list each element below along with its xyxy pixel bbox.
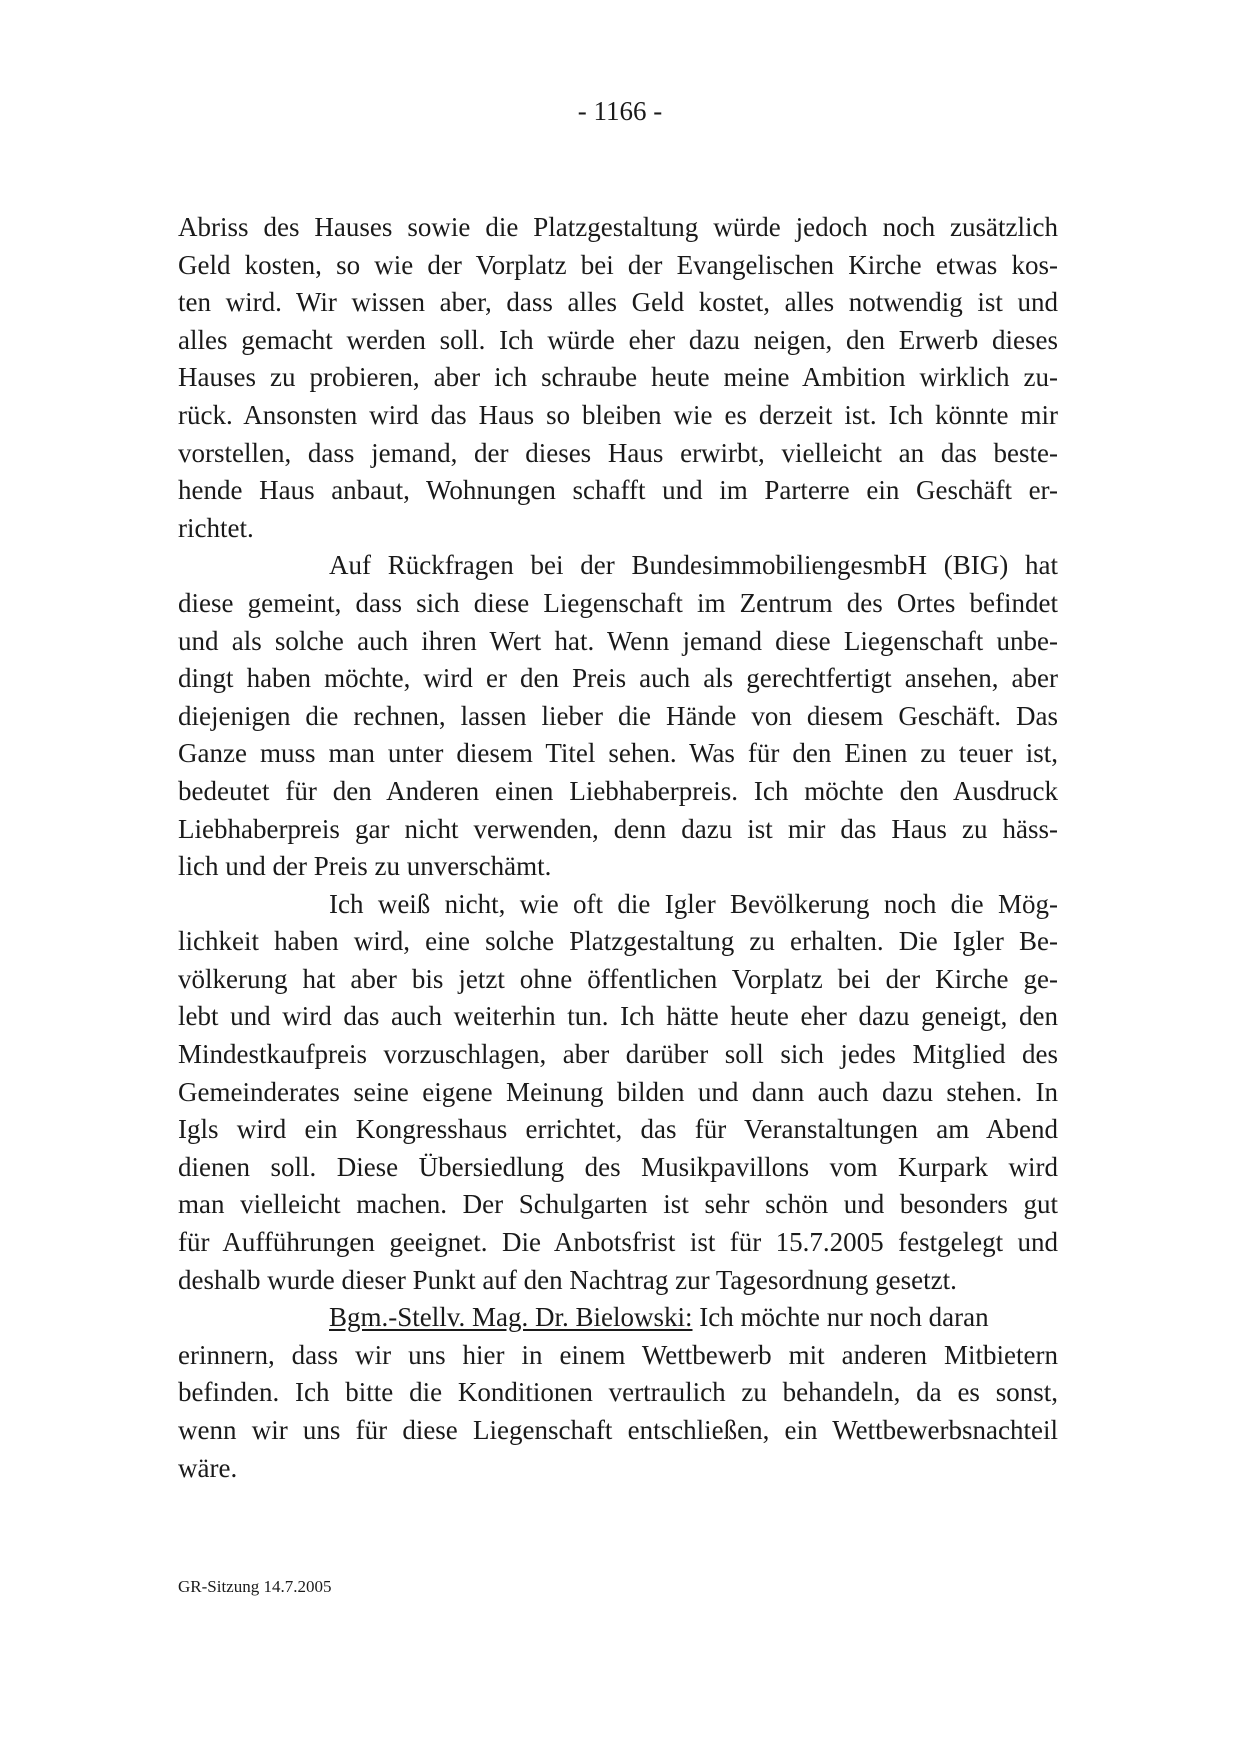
text-line: lebt und wird das auch weiterhin tun. Ich hätte heute eher dazu geneigt, den: [178, 1001, 1058, 1032]
text-line: dingt haben möchte, wird er den Preis auch als gerechtfertigt ansehen, aber: [178, 663, 1058, 694]
text-line: völkerung hat aber bis jetzt ohne öffentlichen Vorplatz bei der Kirche ge-: [178, 963, 1058, 994]
text-line: deshalb wurde dieser Punkt auf den Nachtrag zur Tagesordnung gesetzt.: [178, 1264, 957, 1295]
speaker-statement: Ich möchte nur noch daran: [699, 1302, 989, 1333]
text-line: wäre.: [178, 1452, 238, 1483]
footer-session-date: GR-Sitzung 14.7.2005: [178, 1577, 332, 1596]
text-line: ten wird. Wir wissen aber, dass alles Geld kostet, alles notwendig ist und: [178, 287, 1058, 318]
text-line: Geld kosten, so wie der Vorplatz bei der Evangelischen Kirche etwas kos-: [178, 249, 1058, 280]
text-line: Mindestkaufpreis vorzuschlagen, aber darüber soll sich jedes Mitglied des: [178, 1039, 1058, 1070]
speaker-name: Bgm.-Stellv. Mag. Dr. Bielowski:: [329, 1302, 693, 1333]
text-line: bedeutet für den Anderen einen Liebhaberpreis. Ich möchte den Ausdruck: [178, 775, 1058, 806]
text-line: wenn wir uns für diese Liegenschaft entschließen, ein Wettbewerbsnachteil: [178, 1415, 1058, 1445]
text-line: Liebhaberpreis gar nicht verwenden, denn dazu ist mir das Haus zu häss-: [178, 813, 1058, 844]
text-line: richtet.: [178, 512, 254, 543]
page-number: - 1166 -: [577, 96, 663, 126]
text-line: Ich weiß nicht, wie oft die Igler Bevölkerung noch die Mög-: [329, 888, 1058, 919]
text-line: man vielleicht machen. Der Schulgarten ist sehr schön und besonders gut: [178, 1189, 1058, 1220]
text-line: hende Haus anbaut, Wohnungen schafft und im Parterre ein Geschäft er-: [178, 475, 1058, 506]
text-line: dienen soll. Diese Übersiedlung des Musikpavillons vom Kurpark wird: [178, 1151, 1058, 1182]
text-line: Hauses zu probieren, aber ich schraube heute meine Ambition wirklich zu-: [178, 362, 1058, 393]
text-line: alles gemacht werden soll. Ich würde eher dazu neigen, den Erwerb dieses: [178, 324, 1058, 355]
text-line: erinnern, dass wir uns hier in einem Wettbewerb mit anderen Mitbietern: [178, 1339, 1058, 1370]
text-line: Auf Rückfragen bei der BundesimmobiliengesmbH (BIG) hat: [329, 550, 1058, 581]
text-line: Abriss des Hauses sowie die Platzgestaltung würde jedoch noch zusätzlich: [178, 212, 1058, 242]
speaker-line: [178, 1299, 1058, 1337]
text-line: Gemeinderates seine eigene Meinung bilden und dann auch dazu stehen. In: [178, 1076, 1058, 1107]
text-line: vorstellen, dass jemand, der dieses Haus erwirbt, vielleicht an das beste-: [178, 437, 1058, 468]
text-line: für Aufführungen geeignet. Die Anbotsfrist ist für 15.7.2005 festgelegt und: [178, 1227, 1058, 1258]
text-line: lich und der Preis zu unverschämt.: [178, 851, 552, 882]
text-line: Igls wird ein Kongresshaus errichtet, das für Veranstaltungen am Abend: [178, 1114, 1058, 1145]
text-line: und als solche auch ihren Wert hat. Wenn jemand diese Liegenschaft unbe-: [178, 625, 1058, 656]
text-line: Ganze muss man unter diesem Titel sehen. Was für den Einen zu teuer ist,: [178, 738, 1058, 769]
text-line: diese gemeint, dass sich diese Liegenschaft im Zentrum des Ortes befindet: [178, 587, 1058, 618]
text-line: diejenigen die rechnen, lassen lieber die Hände von diesem Geschäft. Das: [178, 700, 1058, 731]
document-body: [178, 209, 1058, 1487]
text-line: rück. Ansonsten wird das Haus so bleiben wie es derzeit ist. Ich könnte mir: [178, 399, 1058, 430]
text-line: befinden. Ich bitte die Konditionen vertraulich zu behandeln, da es sonst,: [178, 1377, 1058, 1408]
text-line: lichkeit haben wird, eine solche Platzgestaltung zu erhalten. Die Igler Be-: [178, 926, 1058, 957]
